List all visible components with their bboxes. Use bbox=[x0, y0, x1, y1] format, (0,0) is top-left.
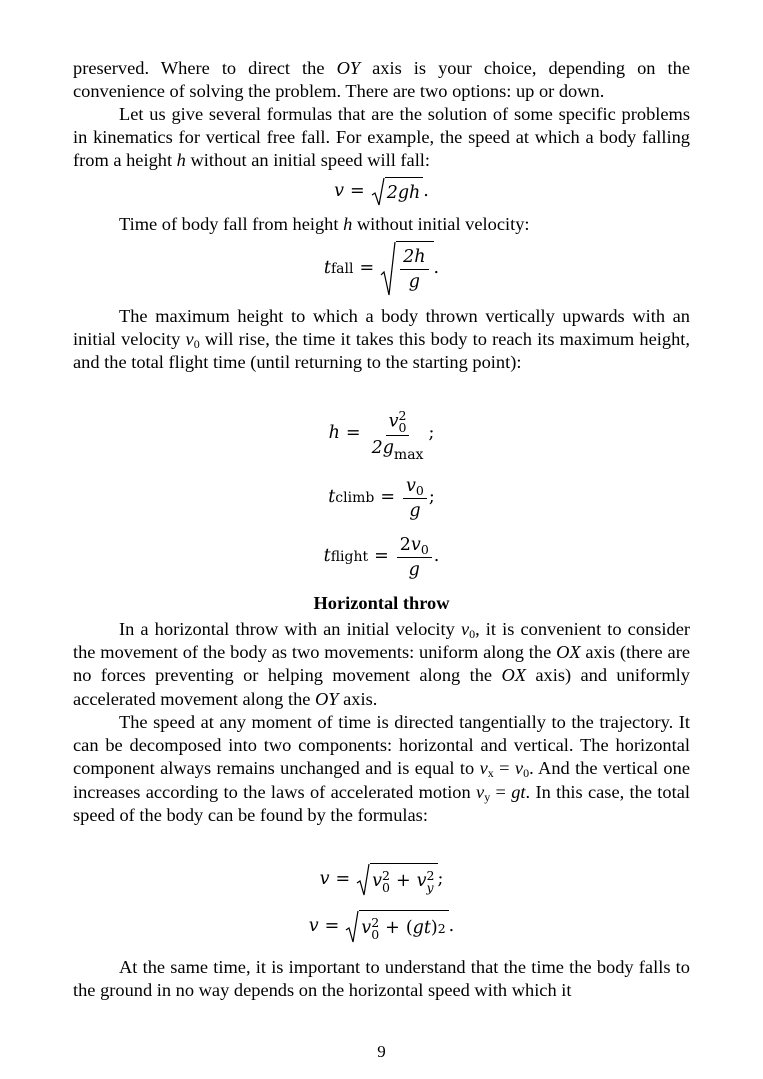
formula-flight-time: t flight = $\frac{2v_0}{g}$ . bbox=[323, 534, 440, 580]
formula-total-speed-time: v = v 2 0 + ( gt ) 2 . bbox=[0, 907, 763, 947]
section-heading: Horizontal throw bbox=[313, 593, 450, 613]
paragraph-free-fall-intro: Let us give several formulas that are the solution of some specific problems in kinematics for vertical free fall. For example, the speed at which a body falling from a height h without an initial speed will fall: bbox=[73, 104, 690, 171]
paragraph-vertical-throw: The maximum height to which a body thrown vertically upwards with an initial velocity $v_0$ will rise, the time it takes this body to reach its maximum height, and the total flight time (until returning to the starting point): bbox=[73, 306, 690, 373]
paragraph-axis-choice: preserved. Where to direct the OY axis is your choice, depending on the convenience of solving the problem. There are two options: up or down. bbox=[73, 58, 691, 102]
formula-fall-speed: v = 2gh . bbox=[0, 172, 763, 212]
formula-climb-time: t climb = $\frac{v_0}{g}$ ; bbox=[328, 475, 435, 521]
formula-total-speed-components: v = v 2 0 + v 2 y ; bbox=[0, 860, 763, 900]
sqrt-symbol: v 2 0 + v 2 y bbox=[356, 863, 437, 897]
paragraph-velocity-components: The speed at any moment of time is directed tangentially to the trajectory. It can be decomposed into two components: horizontal and vertical. The horizontal component always remains unchanged and is equal to $v_x = v_0$. And the vertical one increases according to the laws of accelerated motion $v_y$ = gt. In this case, the total speed of the body can be found by the formulas: bbox=[73, 712, 690, 825]
sqrt-symbol: v 2 0 + ( gt ) 2 bbox=[345, 910, 448, 944]
formula-max-height: h = v 2 0 $2g_{max}$ ; bbox=[328, 407, 435, 463]
sqrt-symbol: $\frac{2h}{g}$ bbox=[380, 241, 433, 297]
paragraph-horizontal-throw-intro: In a horizontal throw with an initial velocity $v_0$, it is convenient to consider the movement of the body as two movements: uniform along the OX axis (there are no forces preventing or helping movement along the OX axis) and uniformly accelerated movement along the OY axis. bbox=[73, 619, 690, 709]
page-number: 9 bbox=[377, 1042, 386, 1061]
paragraph-fall-time-independence: At the same time, it is important to understand that the time the body falls to the ground in no way depends on the horizontal speed with which it bbox=[73, 957, 690, 1001]
paragraph-fall-time-label: Time of body fall from height h without initial velocity: bbox=[119, 214, 530, 234]
sqrt-symbol: 2gh bbox=[371, 177, 424, 207]
formula-fall-time: t fall = $\frac{2h}{g}$ . bbox=[0, 238, 763, 300]
